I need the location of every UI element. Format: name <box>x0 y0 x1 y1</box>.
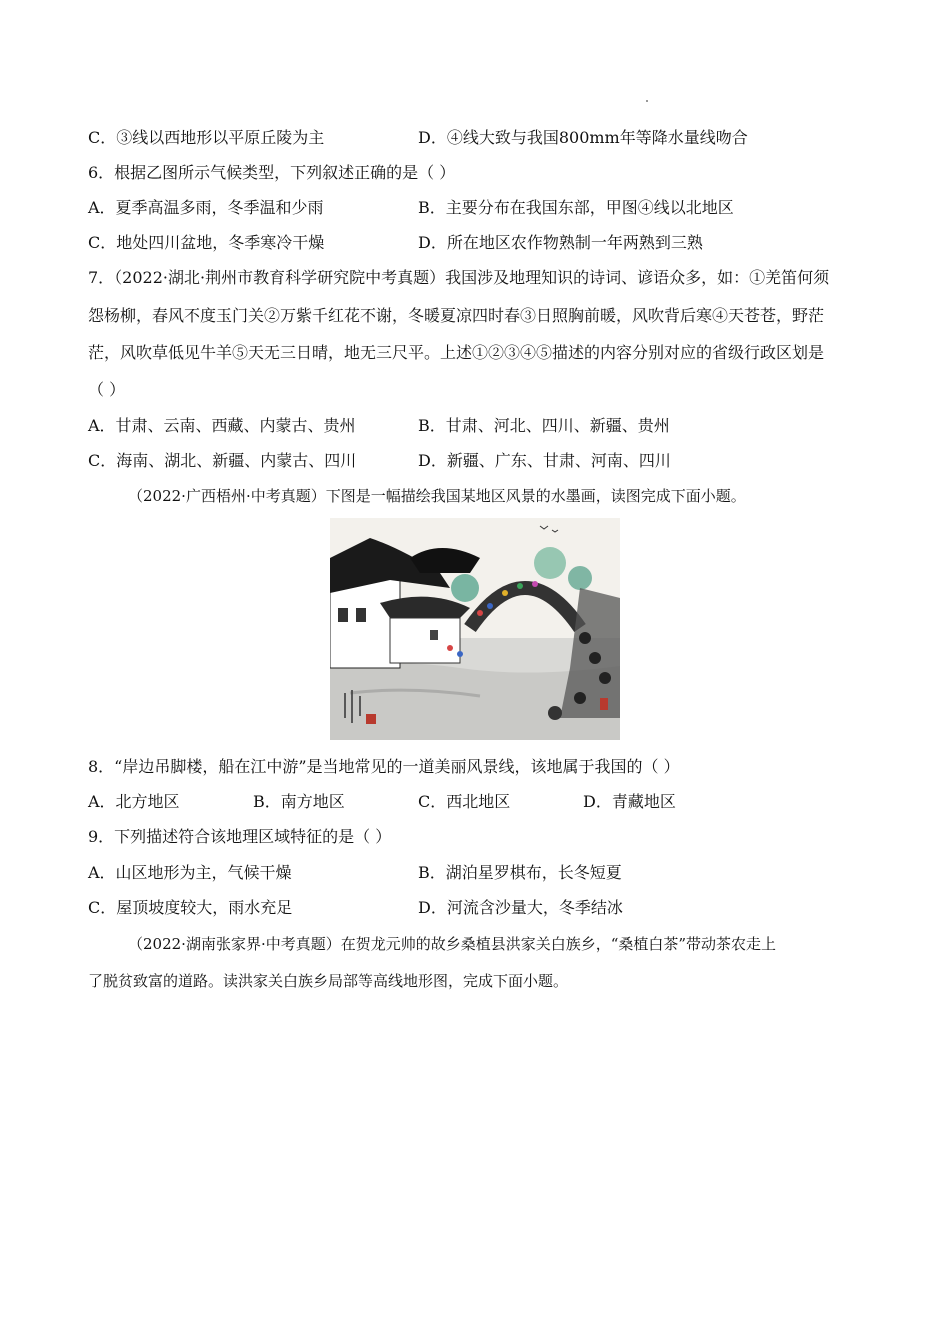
q6-option-d: D．所在地区农作物熟制一年两熟到三熟 <box>418 233 703 252</box>
q7-option-d: D．新疆、广东、甘肃、河南、四川 <box>418 451 671 470</box>
group-intro-wuzhou: （2022·广西梧州·中考真题）下图是一幅描绘我国某地区风景的水墨画，读图完成下面小题。 <box>128 487 746 505</box>
q5-option-d: D．④线大致与我国800mm年等降水量线吻合 <box>418 128 748 147</box>
q7-option-c: C．海南、湖北、新疆、内蒙古、四川 <box>88 451 357 470</box>
q9-option-b: B．湖泊星罗棋布，长冬短夏 <box>418 863 622 882</box>
group-intro-zhangjiajie-line2: 了脱贫致富的道路。读洪家关白族乡局部等高线地形图，完成下面小题。 <box>88 972 569 990</box>
page-mark <box>646 100 648 102</box>
q7-option-b: B．甘肃、河北、四川、新疆、贵州 <box>418 416 670 435</box>
q6-option-c: C．地处四川盆地，冬季寒冷干燥 <box>88 233 325 252</box>
q9-option-a: A．山区地形为主，气候干燥 <box>88 863 292 882</box>
q6-stem: 6．根据乙图所示气候类型，下列叙述正确的是（ ） <box>88 163 456 182</box>
q7-stem-line1: 7．（2022·湖北·荆州市教育科学研究院中考真题）我国涉及地理知识的诗词、谚语众多，如：①羌笛何须 <box>88 268 830 287</box>
q7-stem-line2: 怨杨柳，春风不度玉门关②万紫千红花不谢，冬暖夏凉四时春③日照胸前暖，风吹背后寒④天苍苍，野茫 <box>88 306 825 325</box>
group-intro-zhangjiajie-line1: （2022·湖南张家界·中考真题）在贺龙元帅的故乡桑植县洪家关白族乡，“桑植白茶”带动茶农走上 <box>128 935 777 953</box>
q5-option-c: C．③线以西地形以平原丘陵为主 <box>88 128 325 147</box>
q7-stem-line4: （ ） <box>88 380 126 399</box>
q9-option-c: C．屋顶坡度较大，雨水充足 <box>88 898 293 917</box>
q8-stem: 8．“岸边吊脚楼，船在江中游”是当地常见的一道美丽风景线，该地属于我国的（ ） <box>88 757 680 776</box>
q8-option-a: A．北方地区 <box>88 792 180 811</box>
q8-option-c: C．西北地区 <box>418 792 511 811</box>
q7-stem-line3: 茫，风吹草低见牛羊⑤天无三日晴，地无三尺平。上述①②③④⑤描述的内容分别对应的省级行政区划是 <box>88 343 825 362</box>
q7-option-a: A．甘肃、云南、西藏、内蒙古、贵州 <box>88 416 356 435</box>
ink-painting-image <box>330 518 620 740</box>
q8-option-d: D．青藏地区 <box>583 792 676 811</box>
q8-option-b: B．南方地区 <box>253 792 345 811</box>
q6-option-a: A．夏季高温多雨，冬季温和少雨 <box>88 198 324 217</box>
q9-option-d: D．河流含沙量大，冬季结冰 <box>418 898 623 917</box>
q9-stem: 9．下列描述符合该地理区域特征的是（ ） <box>88 827 392 846</box>
q6-option-b: B．主要分布在我国东部，甲图④线以北地区 <box>418 198 734 217</box>
